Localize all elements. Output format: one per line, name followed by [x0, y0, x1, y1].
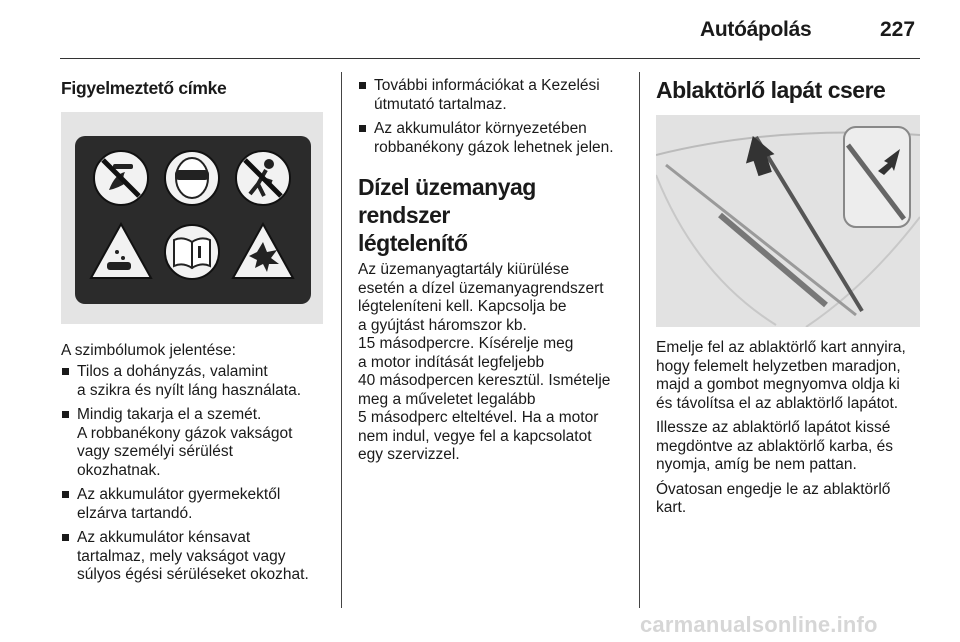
column-divider-1	[341, 72, 342, 608]
heading-line: légtelenítő	[358, 230, 468, 256]
column-divider-2	[639, 72, 640, 608]
page-number: 227	[880, 18, 916, 41]
wiper-para-3	[656, 481, 921, 518]
bullet-line: Az akkumulátor környezetében	[374, 120, 587, 137]
bullet-line: tartalmaz, mely vakságot vagy	[77, 547, 286, 565]
body-line: egy szervizzel.	[358, 446, 460, 463]
list-item	[61, 363, 331, 400]
bullet-line: okozhatnak.	[77, 461, 161, 479]
bullet-line: Tilos a dohányzás, valamint	[77, 363, 268, 380]
wiper-figure	[656, 115, 920, 327]
heading-line: Dízel üzemanyag rendszer	[358, 174, 536, 228]
column-wiper	[656, 72, 921, 518]
body-line: Emelje fel az ablaktörlő kart annyira,	[656, 339, 906, 356]
bullet-line: Az akkumulátor kénsavat	[77, 529, 251, 546]
wiper-section-heading: Ablaktörlő lapát csere	[656, 77, 886, 103]
col1-bullet-list	[61, 363, 331, 585]
bullet-line: vagy személyi sérülést	[77, 443, 233, 460]
read-manual-icon	[165, 225, 219, 279]
body-line: légteleníteni kell. Kapcsolja be	[358, 298, 567, 315]
warning-symbols-illustration	[61, 112, 323, 324]
body-line: Óvatosan engedje le az ablaktörlő	[656, 480, 891, 498]
list-item	[61, 529, 331, 585]
diesel-section-heading	[358, 173, 628, 257]
eye-protection-icon	[165, 151, 219, 205]
bullet-line: További információkat a Kezelési	[374, 77, 600, 94]
body-line: majd a gombot megnyomva oldja ki	[656, 376, 900, 393]
body-line: 15 másodpercre. Kísérelje meg	[358, 335, 574, 352]
warning-symbols-figure	[61, 112, 323, 324]
wiper-para-2	[656, 419, 921, 475]
diesel-body	[358, 261, 628, 465]
bullet-line: súlyos égési sérüléseket okozhat.	[77, 566, 309, 583]
body-line: nyomja, amíg be nem pattan.	[656, 456, 857, 473]
body-line: a gyújtást háromszor kb.	[358, 316, 527, 334]
body-line: megdöntve az ablaktörlő karba, és	[656, 437, 893, 455]
body-line: 40 másodpercen keresztül. Ismételje	[358, 372, 611, 389]
body-line: meg a műveletet legalább	[358, 390, 536, 408]
bullet-line: Mindig takarja el a szemét.	[77, 406, 262, 423]
list-item	[358, 120, 628, 157]
body-line: Illessze az ablaktörlő lapátot kissé	[656, 419, 891, 436]
page-header-title: Autóápolás	[700, 18, 812, 41]
body-line: Az üzemanyagtartály kiürülése	[358, 261, 570, 278]
bullet-line: robbanékony gázok lehetnek jelen.	[374, 138, 614, 156]
no-smoking-icon	[94, 151, 148, 205]
watermark: carmanualsonline.info	[640, 612, 878, 637]
bullet-line: elzárva tartandó.	[77, 504, 193, 522]
body-line: a motor indítását legfeljebb	[358, 353, 545, 371]
wiper-blade-illustration	[656, 115, 920, 327]
keep-away-children-icon	[236, 151, 290, 205]
list-item	[61, 406, 331, 480]
body-line: hogy felemelt helyzetben maradjon,	[656, 357, 901, 375]
body-line: esetén a dízel üzemanyagrendszert	[358, 279, 604, 297]
body-line: 5 másodperc elteltével. Ha a motor	[358, 409, 599, 426]
body-line: nem indul, vegye fel a kapcsolatot	[358, 427, 592, 445]
bullet-line: A robbanékony gázok vakságot	[77, 424, 293, 442]
column-diesel	[358, 72, 628, 465]
symbols-intro: A szimbólumok jelentése:	[61, 341, 236, 359]
warning-label-heading: Figyelmeztető címke	[61, 78, 227, 98]
column-warning-label	[61, 72, 331, 585]
list-item	[61, 486, 331, 523]
bullet-line: Az akkumulátor gyermekektől	[77, 486, 281, 503]
header-rule	[60, 58, 920, 59]
bullet-line: útmutató tartalmaz.	[374, 95, 507, 113]
body-line: és távolítsa el az ablaktörlő lapátot.	[656, 394, 899, 412]
list-item	[358, 77, 628, 114]
bullet-line: a szikra és nyílt láng használata.	[77, 381, 302, 399]
wiper-para-1	[656, 339, 921, 413]
body-line: kart.	[656, 499, 687, 516]
